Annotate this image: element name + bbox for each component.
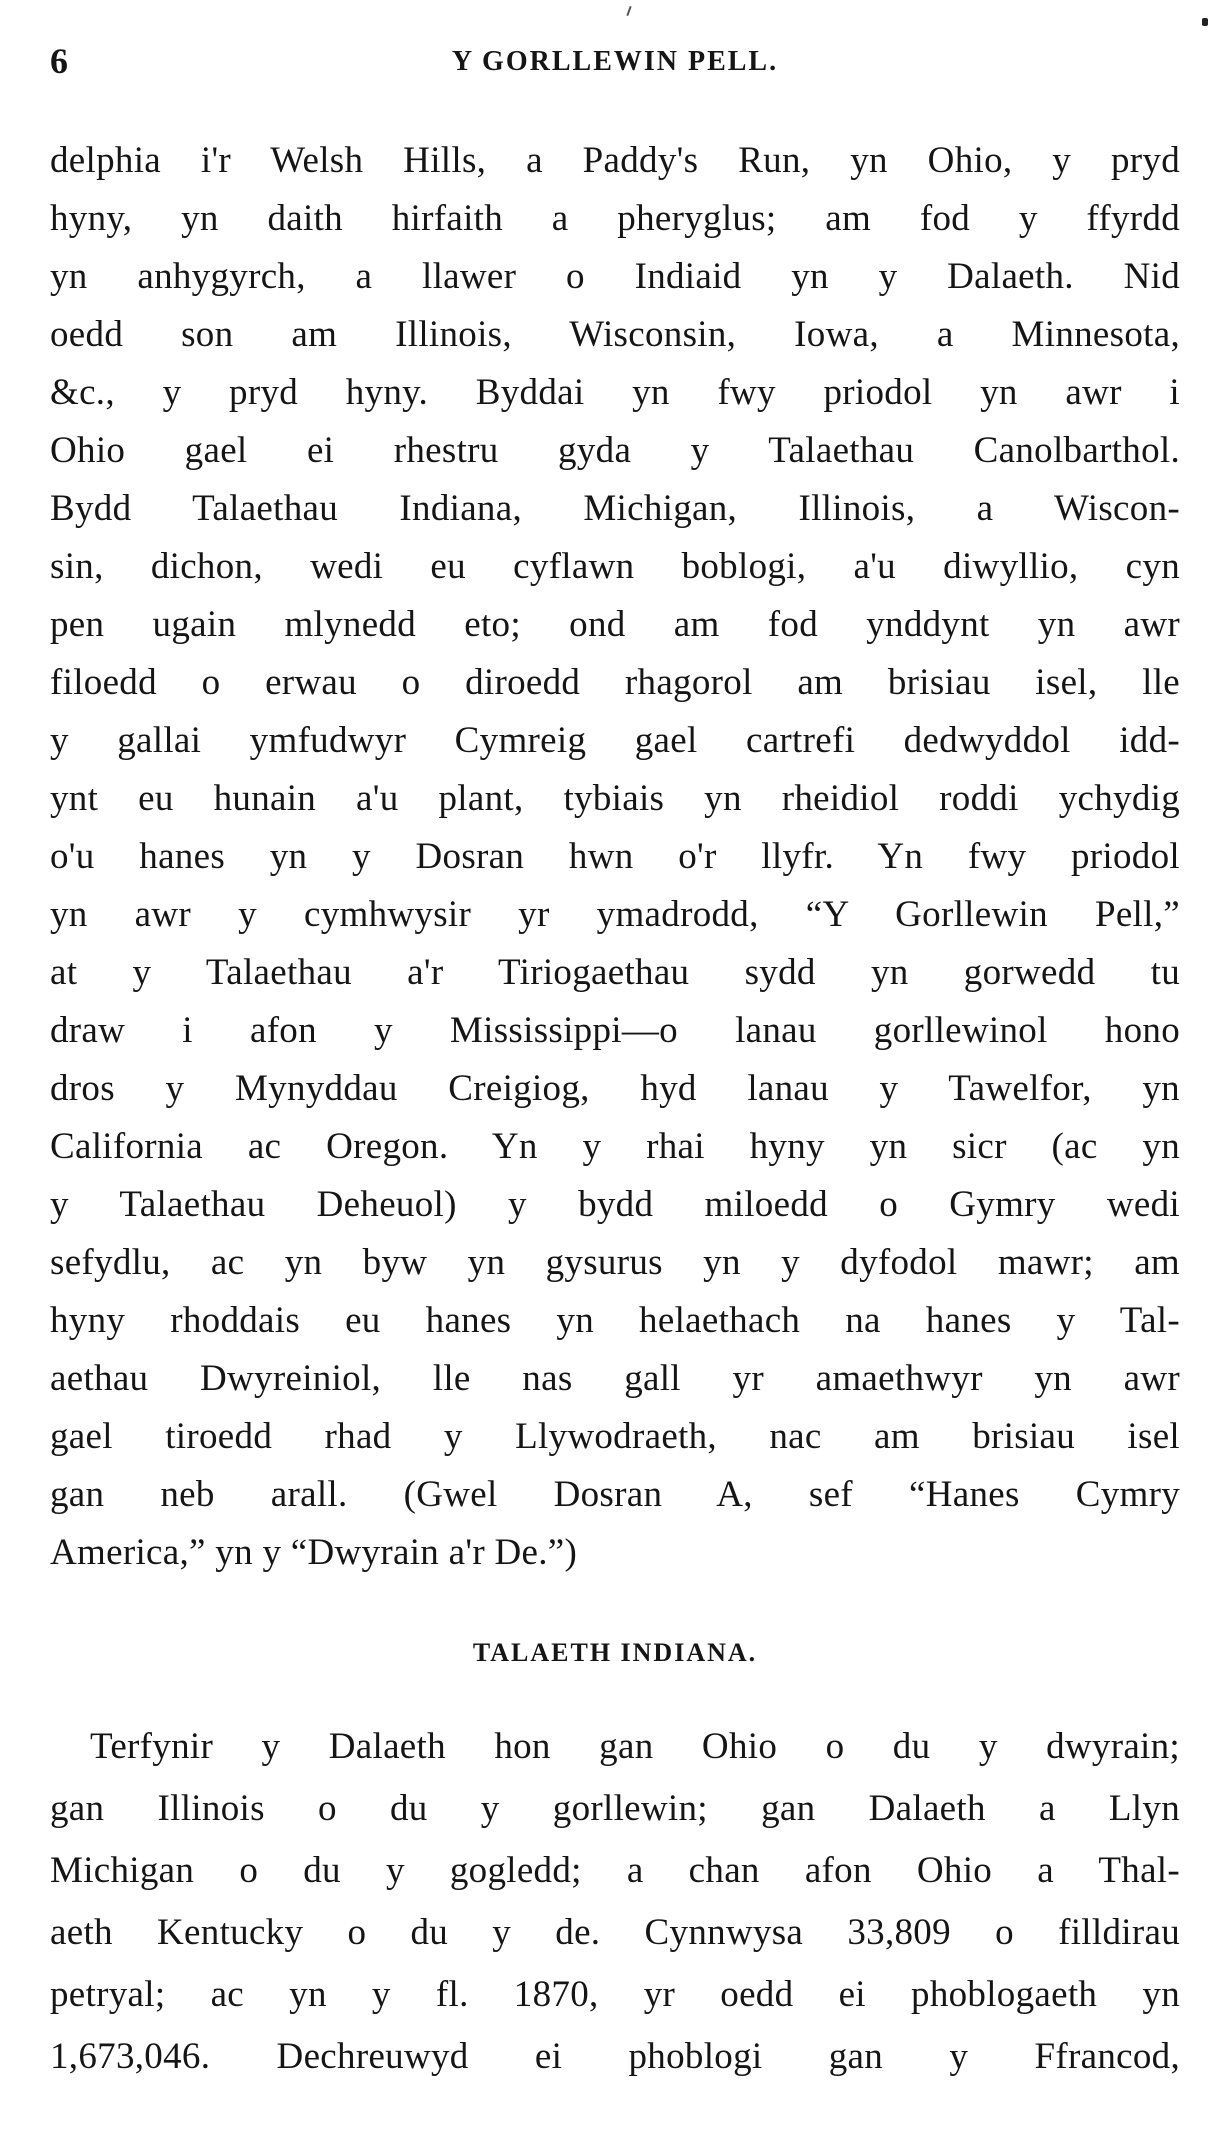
text-line: gan neb arall. (Gwel Dosran A, sef “Hanes Cymry [50,1474,1180,1515]
body-paragraph [50,132,1180,1582]
text-line: at y Talaethau a'r Tiriogaethau sydd yn gorwedd tu [50,952,1180,993]
text-line: yn anhygyrch, a llawer o Indiaid yn y Dalaeth. Nid [50,256,1180,297]
running-title: Y GORLLEWIN PELL. [451,46,779,77]
text-line: America,” yn y “Dwyrain a'r De.”) [50,1532,578,1573]
ink-dot [1202,18,1208,26]
text-line: aethau Dwyreiniol, lle nas gall yr amaethwyr yn awr [50,1358,1180,1399]
text-line: delphia i'r Welsh Hills, a Paddy's Run, yn Ohio, y pryd [50,140,1180,181]
text-line: sefydlu, ac yn byw yn gysurus yn y dyfodol mawr; am [50,1242,1180,1283]
text-line: y gallai ymfudwyr Cymreig gael cartrefi dedwyddol idd- [50,720,1180,761]
text-line: yn awr y cymhwysir yr ymadrodd, “Y Gorllewin Pell,” [50,894,1180,935]
text-line: aeth Kentucky o du y de. Cynnwysa 33,809 o filldirau [50,1912,1180,1953]
text-line: oedd son am Illinois, Wisconsin, Iowa, a Minnesota, [50,314,1180,355]
text-line: hyny rhoddais eu hanes yn helaethach na hanes y Tal- [50,1300,1180,1341]
page-number: 6 [50,41,68,81]
text-line: Ohio gael ei rhestru gyda y Talaethau Canolbarthol. [50,430,1180,471]
text-line: pen ugain mlynedd eto; ond am fod ynddynt yn awr [50,604,1180,645]
text-line: o'u hanes yn y Dosran hwn o'r llyfr. Yn fwy priodol [50,836,1180,877]
section-heading: TALAETH INDIANA. [472,1638,758,1667]
text-line: California ac Oregon. Yn y rhai hyny yn sicr (ac yn [50,1126,1180,1167]
text-line: 1,673,046. Dechreuwyd ei phoblogi gan y Ffrancod, [50,2036,1180,2077]
text-line: ynt eu hunain a'u plant, tybiais yn rheidiol roddi ychydig [50,778,1180,819]
section-paragraph [50,1716,1180,2088]
text-line: hyny, yn daith hirfaith a pheryglus; am fod y ffyrdd [50,198,1180,239]
text-line: Bydd Talaethau Indiana, Michigan, Illinois, a Wiscon- [50,488,1180,529]
text-line: Terfynir y Dalaeth hon gan Ohio o du y dwyrain; [90,1726,1180,1767]
text-line: gael tiroedd rhad y Llywodraeth, nac am brisiau isel [50,1416,1180,1457]
text-line: y Talaethau Deheuol) y bydd miloedd o Gymry wedi [50,1184,1180,1225]
text-line: sin, dichon, wedi eu cyflawn boblogi, a'u diwyllio, cyn [50,546,1180,587]
ink-mark [626,6,631,16]
text-line: &c., y pryd hyny. Byddai yn fwy priodol yn awr i [50,372,1180,413]
text-line: petryal; ac yn y fl. 1870, yr oedd ei phoblogaeth yn [50,1974,1180,2015]
text-line: gan Illinois o du y gorllewin; gan Dalaeth a Llyn [50,1788,1180,1829]
text-line: dros y Mynyddau Creigiog, hyd lanau y Tawelfor, yn [50,1068,1180,1109]
text-line: draw i afon y Mississippi—o lanau gorllewinol hono [50,1010,1180,1051]
text-line: filoedd o erwau o diroedd rhagorol am brisiau isel, lle [50,662,1180,703]
text-line: Michigan o du y gogledd; a chan afon Ohio a Thal- [50,1850,1180,1891]
